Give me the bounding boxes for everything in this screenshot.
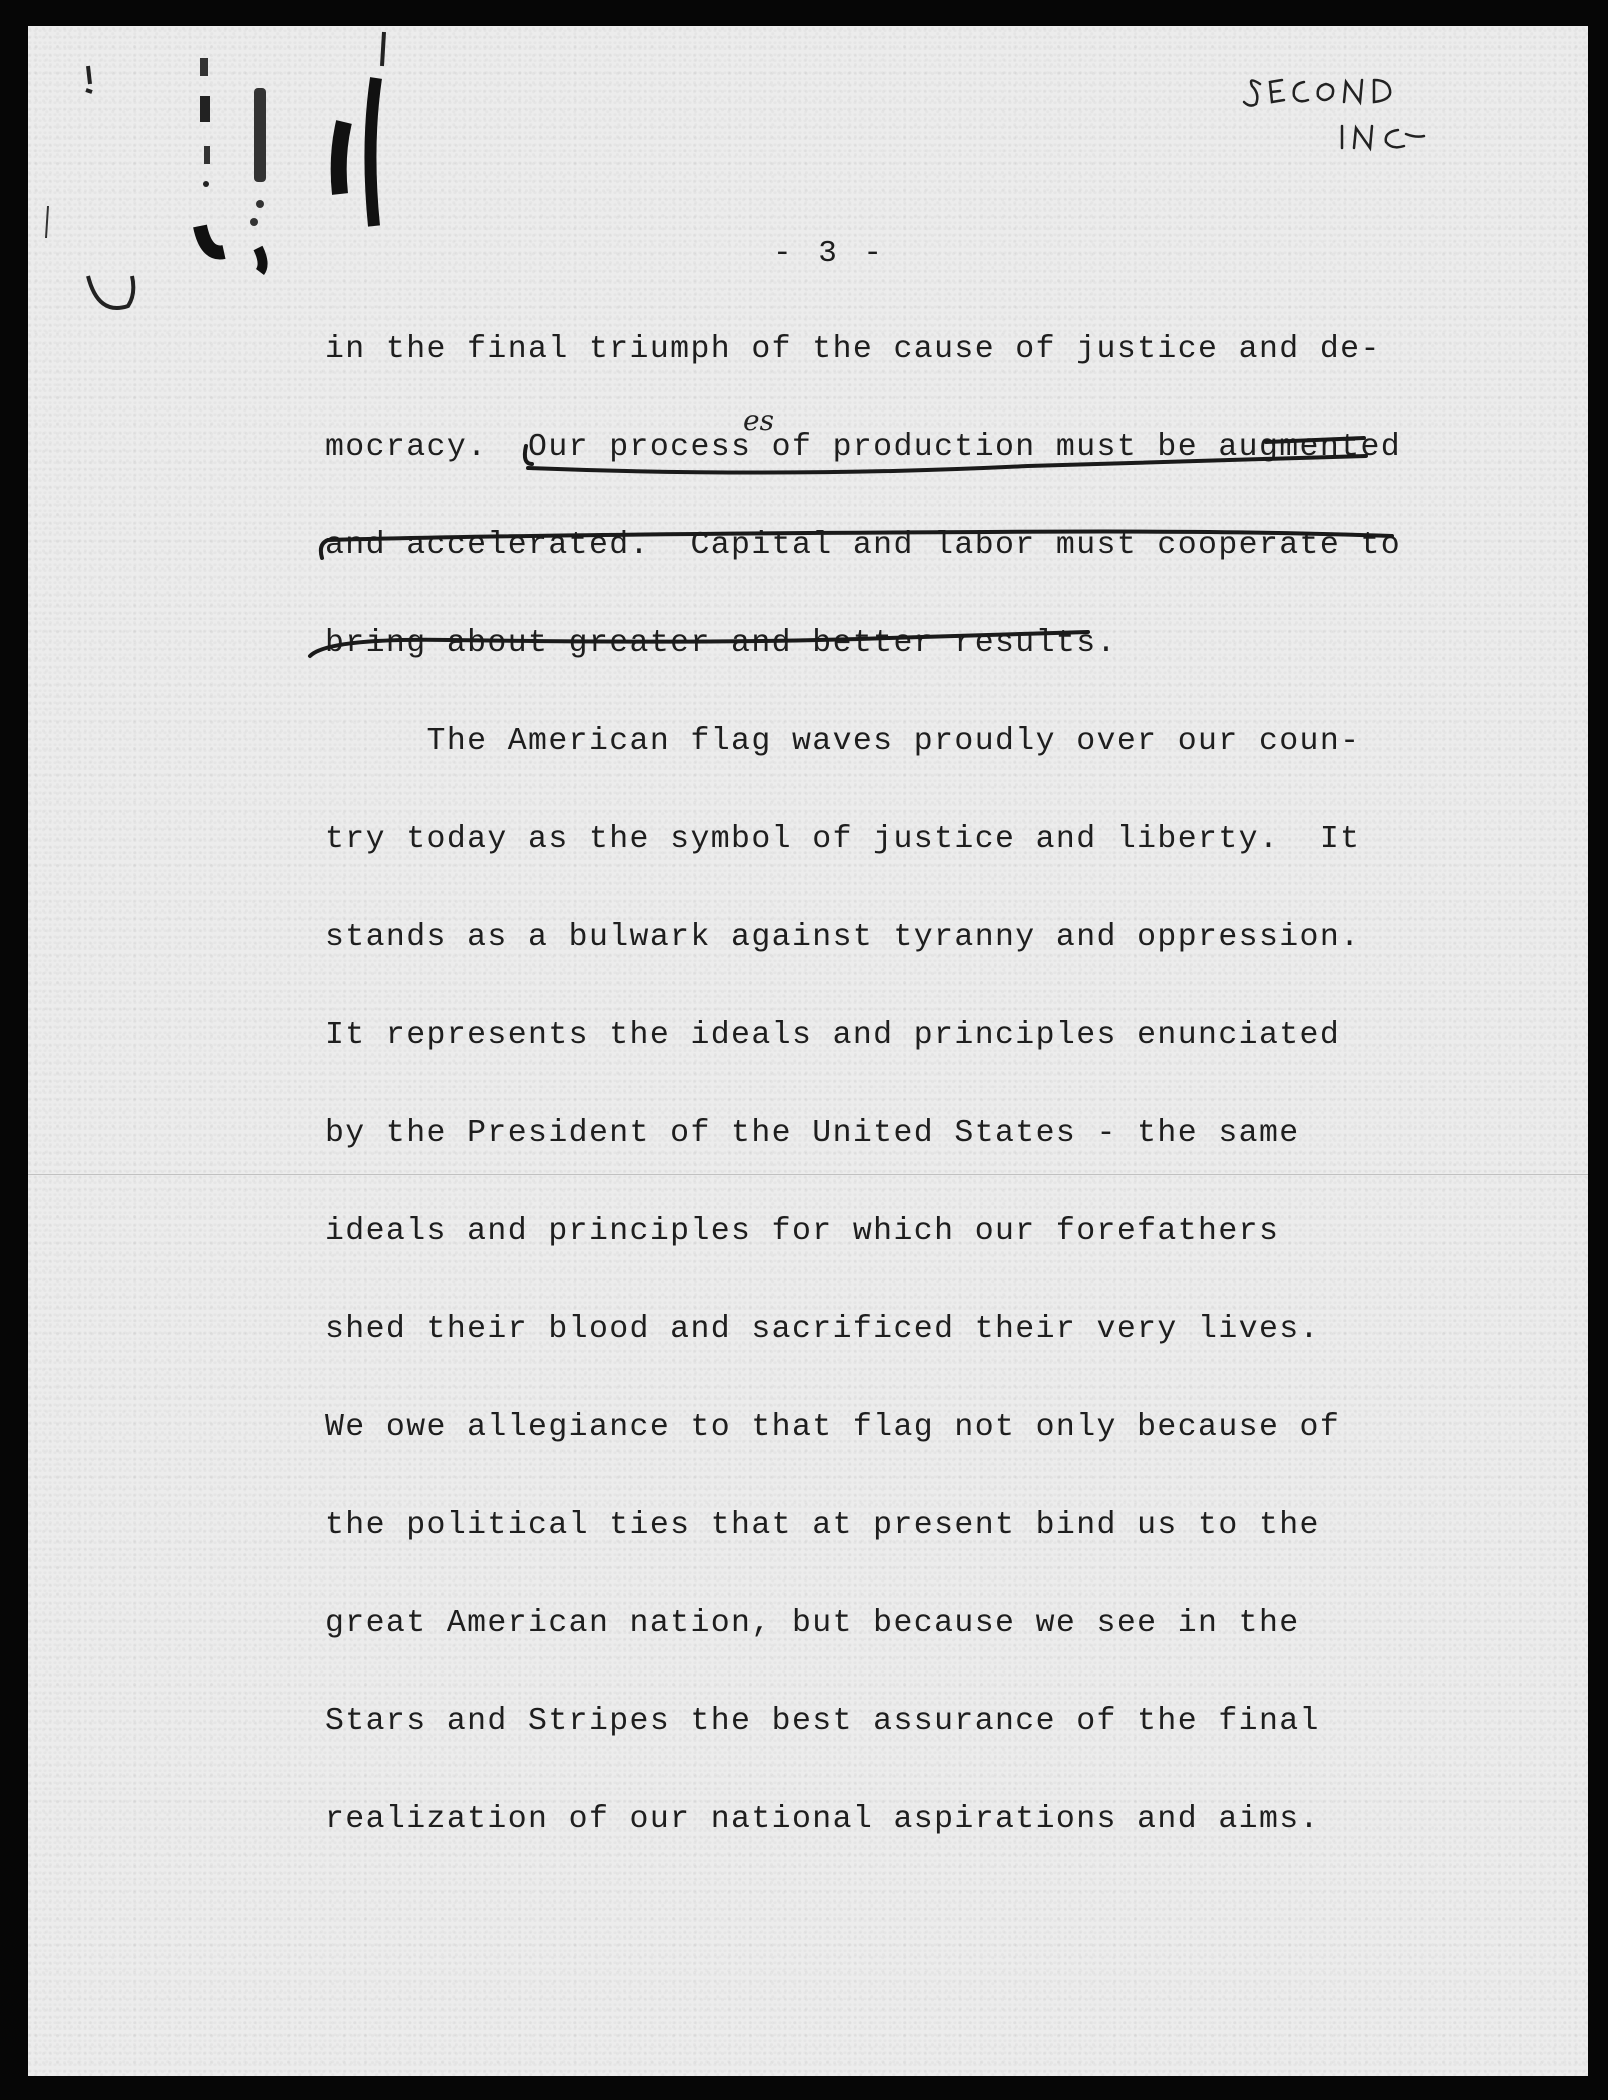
pen-strike-marks [28, 26, 1588, 2076]
text-line-4: bring about greater and better results. [325, 626, 1117, 661]
text-line-13: the political ties that at present bind us to the [325, 1508, 1320, 1543]
handwritten-insert: es [743, 404, 774, 437]
text-line-12: We owe allegiance to that flag not only because of [325, 1410, 1341, 1445]
text-line-16: realization of our national aspirations and aims. [325, 1802, 1320, 1837]
text-line-3: and accelerated. Capital and labor must cooperate to [325, 528, 1402, 563]
text-line-7: stands as a bulwark against tyranny and oppression. [325, 920, 1361, 955]
text-line-5: The American flag waves proudly over our coun- [325, 724, 1361, 759]
document-page [28, 26, 1588, 2076]
text-line-8: It represents the ideals and principles enunciated [325, 1018, 1341, 1053]
text-line-9: by the President of the United States - the same [325, 1116, 1300, 1151]
page-number: - 3 - [773, 236, 887, 271]
text-line-2: mocracy. Our process of production must be augmented [325, 430, 1402, 465]
text-line-15: Stars and Stripes the best assurance of the final [325, 1704, 1320, 1739]
text-line-14: great American nation, but because we see in the [325, 1606, 1300, 1641]
text-line-6: try today as the symbol of justice and liberty. It [325, 822, 1361, 857]
text-line-1: in the final triumph of the cause of justice and de- [325, 332, 1381, 367]
text-line-11: shed their blood and sacrificed their very lives. [325, 1312, 1320, 1347]
text-line-10: ideals and principles for which our forefathers [325, 1214, 1280, 1249]
